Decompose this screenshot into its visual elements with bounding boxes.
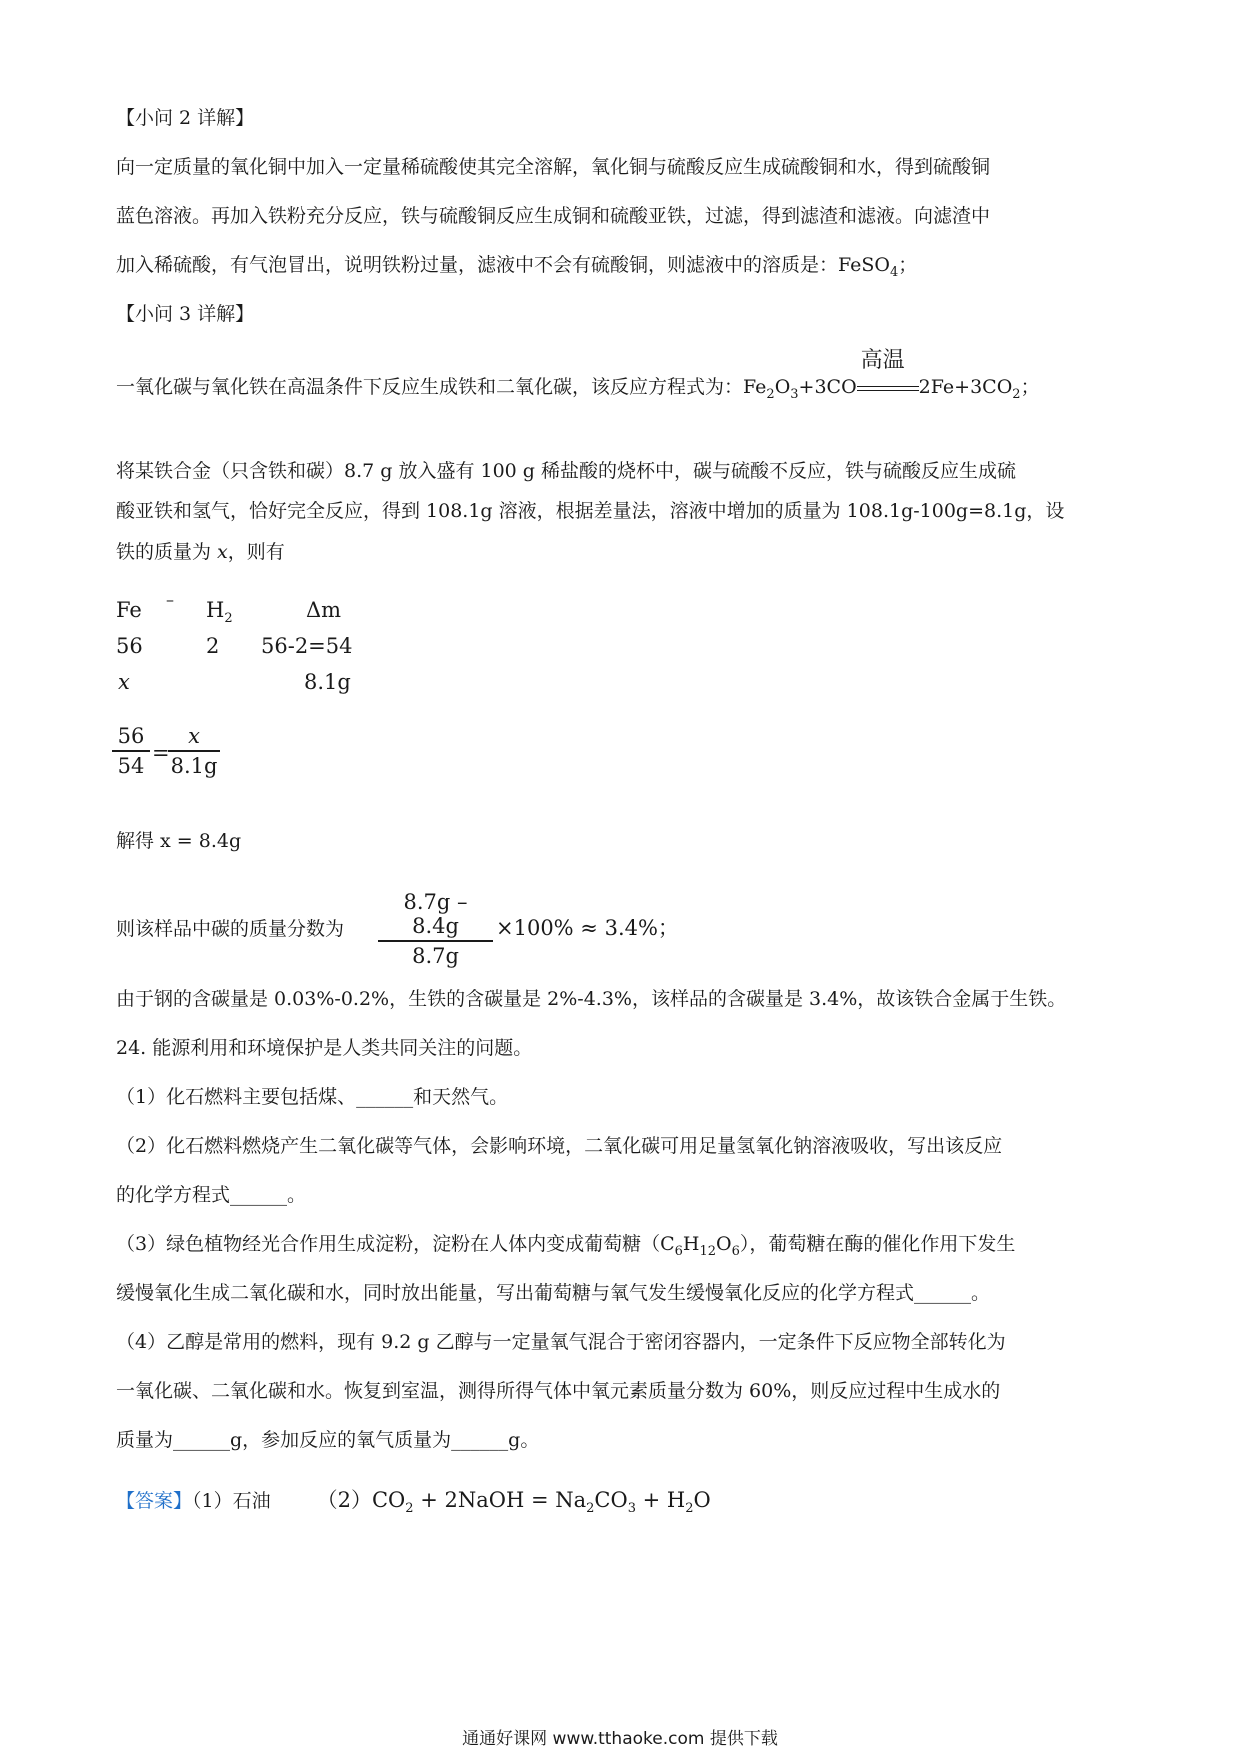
q2-paragraph-line-2: 蓝色溶液。再加入铁粉充分反应，铁与硫酸铜反应生成铜和硫酸亚铁，过滤，得到滤渣和滤液。向滤渣中 bbox=[116, 205, 991, 227]
answer-2-text: O bbox=[693, 1488, 711, 1512]
q24-answer-line bbox=[116, 1488, 711, 1517]
subscript: 2 bbox=[685, 1501, 694, 1516]
punctuation: ； bbox=[898, 254, 918, 276]
subscript: 12 bbox=[699, 1244, 717, 1259]
subscript: 2 bbox=[224, 611, 233, 626]
mass-fraction-line bbox=[116, 890, 816, 968]
q24-text: （3）绿色植物经光合作用生成淀粉，淀粉在人体内变成葡萄糖（C bbox=[116, 1233, 675, 1255]
delta-m-label: Δm bbox=[306, 598, 342, 622]
reaction-arrow bbox=[857, 348, 919, 398]
subscript: 2 bbox=[586, 1501, 595, 1516]
q3-solve-line: 解得 x = 8.4g bbox=[116, 830, 242, 852]
q3-paragraph-line-3 bbox=[116, 541, 285, 564]
q24-sub-4-line-2: 一氧化碳、二氧化碳和水。恢复到室温，测得所得气体中氧元素质量分数为 60%，则反应过程中生成水的 bbox=[116, 1380, 1001, 1402]
fraction-bar bbox=[168, 750, 220, 752]
ratio-equation bbox=[112, 724, 232, 794]
co-term: +3CO bbox=[798, 376, 857, 398]
punctuation: ； bbox=[1020, 376, 1040, 398]
q3-equation-line bbox=[116, 348, 1040, 403]
subscript: 6 bbox=[674, 1244, 683, 1259]
dash: – bbox=[166, 590, 174, 609]
q3-heading: 【小问 3 详解】 bbox=[116, 303, 255, 325]
subscript: 2 bbox=[1012, 387, 1021, 402]
fe-molar-mass: 56 bbox=[116, 634, 143, 658]
o-symbol: O bbox=[774, 376, 791, 398]
q24-title: 24. 能源利用和环境保护是人类共同关注的问题。 bbox=[116, 1037, 533, 1059]
variable-x: x bbox=[217, 541, 228, 563]
equals-sign: = bbox=[152, 741, 170, 765]
page-footer: 通通好课网 www.tthaoke.com 提供下载 bbox=[462, 1729, 778, 1749]
subscript: 2 bbox=[766, 387, 775, 402]
q24-sub-2-line-2: 的化学方程式______。 bbox=[116, 1184, 307, 1206]
equation-left bbox=[743, 376, 857, 402]
answer-2-text: （2）CO bbox=[316, 1488, 406, 1512]
subscript: 6 bbox=[731, 1244, 740, 1259]
delta-m-actual: 8.1g bbox=[304, 670, 351, 694]
answer-2-text: CO bbox=[594, 1488, 628, 1512]
fraction-bar bbox=[378, 940, 493, 942]
q24-sub-3-line-2: 缓慢氧化生成二氧化碳和水，同时放出能量，写出葡萄糖与氧气发生缓慢氧化反应的化学方程式______。 bbox=[116, 1282, 991, 1304]
mass-fraction-intro: 则该样品中碳的质量分数为 bbox=[116, 918, 345, 940]
q24-text: ），葡萄糖在酶的催化作用下发生 bbox=[739, 1233, 1016, 1255]
fraction-right bbox=[168, 724, 220, 778]
subscript: 2 bbox=[405, 1501, 414, 1516]
denominator: 8.7g bbox=[412, 944, 459, 968]
q2-text: 加入稀硫酸，有气泡冒出，说明铁粉过量，滤液中不会有硫酸铜，则滤液中的溶质是：FeSO bbox=[116, 254, 890, 276]
answer-2 bbox=[316, 1488, 711, 1516]
product-term: 2Fe+3CO bbox=[918, 376, 1013, 398]
delta-m-value: 56-2=54 bbox=[261, 634, 353, 658]
q2-paragraph-line-1: 向一定质量的氧化铜中加入一定量稀硫酸使其完全溶解，氧化铜与硫酸反应生成硫酸铜和水，得到硫酸铜 bbox=[116, 156, 991, 178]
fraction-left bbox=[112, 724, 150, 778]
q24-sub-1: （1）化石燃料主要包括煤、______和天然气。 bbox=[116, 1086, 509, 1108]
h-symbol: H bbox=[206, 598, 225, 622]
o-symbol: O bbox=[716, 1233, 732, 1255]
h2-label bbox=[206, 598, 233, 626]
q3-paragraph-line-1: 将某铁合金（只含铁和碳）8.7 g 放入盛有 100 g 稀盐酸的烧杯中，碳与硫酸不反应，铁与硫酸反应生成硫 bbox=[116, 460, 1017, 482]
fe-label: Fe bbox=[116, 598, 142, 622]
numerator: x bbox=[188, 724, 200, 748]
answer-label: 【答案】 bbox=[116, 1490, 193, 1512]
subscript: 4 bbox=[889, 265, 899, 280]
denominator: 8.1g bbox=[170, 754, 218, 778]
unknown-x: x bbox=[118, 670, 130, 694]
h2-molar-mass: 2 bbox=[206, 634, 220, 658]
answer-2-text: + 2NaOH = Na bbox=[413, 1488, 587, 1512]
q3-paragraph-line-2: 酸亚铁和氢气，恰好完全反应，得到 108.1g 溶液，根据差量法，溶液中增加的质量为 108.1g-100g=8.1g，设 bbox=[116, 500, 1065, 522]
subscript: 3 bbox=[627, 1501, 636, 1516]
numerator: 56 bbox=[117, 724, 145, 748]
subscript: 3 bbox=[790, 387, 799, 402]
q2-heading: 【小问 2 详解】 bbox=[116, 107, 255, 129]
q3-text: ，则有 bbox=[227, 541, 285, 563]
fraction-bar bbox=[112, 750, 150, 752]
h-symbol: H bbox=[682, 1233, 700, 1255]
q24-sub-2-line-1: （2）化石燃料燃烧产生二氧化碳等气体，会影响环境，二氧化碳可用足量氢氧化钠溶液吸收，写出该反应 bbox=[116, 1135, 1003, 1157]
reaction-condition: 高温 bbox=[860, 348, 905, 373]
mass-fraction bbox=[378, 890, 493, 968]
mass-fraction-result: ×100% ≈ 3.4%； bbox=[496, 916, 679, 940]
equation-right bbox=[918, 376, 1040, 402]
numerator: 8.7g – 8.4g bbox=[403, 890, 468, 938]
q24-sub-3-line-1 bbox=[116, 1233, 1015, 1260]
q3-conclusion: 由于钢的含碳量是 0.03%-0.2%，生铁的含碳量是 2%-4.3%，该样品的含碳量是 3.4%，故该铁合金属于生铁。 bbox=[116, 988, 1067, 1010]
equation-intro: 一氧化碳与氧化铁在高温条件下反应生成铁和二氧化碳，该反应方程式为： bbox=[116, 376, 744, 398]
double-line-arrow bbox=[857, 386, 919, 391]
q24-sub-4-line-3: 质量为______g，参加反应的氧气质量为______g。 bbox=[116, 1429, 540, 1451]
answer-1: （1）石油 bbox=[192, 1490, 271, 1512]
stoichiometry-table bbox=[116, 590, 416, 708]
denominator: 54 bbox=[117, 754, 145, 778]
q2-paragraph-line-3 bbox=[116, 254, 917, 281]
q3-text: 铁的质量为 bbox=[116, 541, 218, 563]
answer-2-text: + H bbox=[635, 1488, 686, 1512]
fe-symbol: Fe bbox=[743, 376, 767, 398]
q24-sub-4-line-1: （4）乙醇是常用的燃料，现有 9.2 g 乙醇与一定量氧气混合于密闭容器内，一定条件下反应物全部转化为 bbox=[116, 1331, 1006, 1353]
